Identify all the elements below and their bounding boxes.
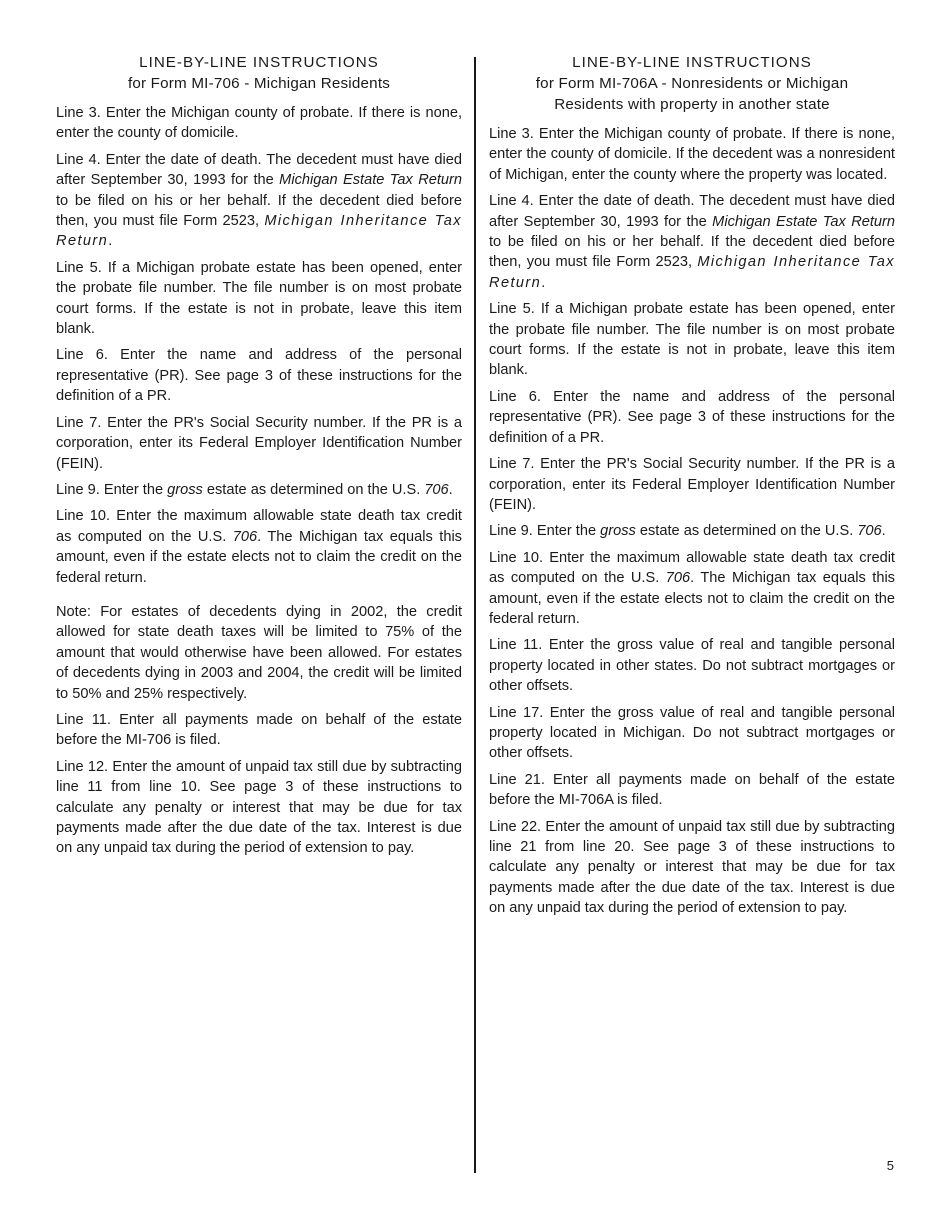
left-line-3: Line 3. Enter the Michigan county of probate. If there is none, enter the county of domicile. xyxy=(56,105,462,142)
left-line-9-706: 706 xyxy=(424,481,449,498)
right-line-3: Line 3. Enter the Michigan county of probate. If there is none, enter the county of domicile. If the decedent was a nonresident of Michigan, enter the county where the property was located. xyxy=(489,126,895,183)
right-heading-subtitle-1: for Form MI-706A - Nonresidents or Michigan xyxy=(535,75,849,92)
left-line-4 xyxy=(56,150,462,252)
right-line-9 xyxy=(489,521,895,541)
right-heading-subtitle-2: Residents with property in another state xyxy=(554,96,830,113)
column-divider xyxy=(474,57,476,1173)
left-line-10-text-a: Line 10. Enter the maximum allowable state death tax credit as computed on the U.S. xyxy=(56,508,462,545)
right-line-10 xyxy=(489,548,895,630)
right-line-10-text-a: Line 10. Enter the maximum allowable state death tax credit as computed on the U.S. xyxy=(489,549,895,587)
left-line-9-gross: gross xyxy=(167,481,203,498)
left-heading xyxy=(56,52,462,94)
right-line-11: Line 11. Enter the gross value of real and tangible personal property located in other states. Do not subtract mortgages or other offsets. xyxy=(489,637,895,695)
right-line-9-gross: gross xyxy=(600,523,636,540)
left-line-12: Line 12. Enter the amount of unpaid tax still due by subtracting line 11 from line 10. See page 3 of these instructions to calculate any penalty or interest that may be due for tax payments made after the due date of the tax. Interest is due on any unpaid tax during the period of extension to pay. xyxy=(56,758,462,857)
right-line-5: Line 5. If a Michigan probate estate has been opened, enter the probate file number. The file number is on most probate court forms. If the estate is not in probate, leave this item blank. xyxy=(489,301,895,379)
right-line-22: Line 22. Enter the amount of unpaid tax still due by subtracting line 21 from line 20. See page 3 of these instructions to calculate any penalty or interest that may be due for tax payments made after the due date of the tax. Interest is due on any unpaid tax during the period of extension to pay. xyxy=(489,818,895,917)
right-line-4 xyxy=(489,191,895,293)
left-line-4-form-2523-title: Michigan Inheritance Tax Return xyxy=(56,213,462,250)
left-line-9-text-b: estate as determined on the U.S. xyxy=(202,481,425,498)
right-line-9-706: 706 xyxy=(857,523,882,540)
left-line-6: Line 6. Enter the name and address of the personal representative (PR). See page 3 of these instructions for the definition of a PR. xyxy=(56,347,462,405)
left-line-10-text-b: . The Michigan tax equals this amount, even if the estate elects not to claim the credit on the federal return. xyxy=(56,528,462,586)
page-number: 5 xyxy=(886,1158,894,1173)
right-line-10-text-b: . The Michigan tax equals this amount, even if the estate elects not to claim the credit on the federal return. xyxy=(489,570,895,627)
right-line-9-period: . xyxy=(881,523,886,540)
right-line-10-706: 706 xyxy=(665,570,691,587)
left-column xyxy=(56,52,462,865)
left-line-10 xyxy=(56,506,462,588)
right-line-7: Line 7. Enter the PR's Social Security number. If the PR is a corporation, enter its Federal Employer Identification Number (FEIN). xyxy=(489,456,895,513)
right-column xyxy=(489,52,895,925)
right-line-4-text-a: Line 4. Enter the date of death. The decedent must have died after September 30, 1993 for the xyxy=(489,193,895,230)
left-line-9 xyxy=(56,480,462,500)
left-line-4-form-title: Michigan Estate Tax Return xyxy=(279,172,462,189)
left-line-4-period: . xyxy=(108,233,113,250)
right-line-6: Line 6. Enter the name and address of the personal representative (PR). See page 3 of these instructions for the definition of a PR. xyxy=(489,388,895,446)
left-line-5: Line 5. If a Michigan probate estate has been opened, enter the probate file number. The file number is on most probate court forms. If the estate is not in probate, leave this item blank. xyxy=(56,259,462,338)
right-line-4-form-title: Michigan Estate Tax Return xyxy=(712,213,895,230)
right-line-21: Line 21. Enter all payments made on behalf of the estate before the MI-706A is filed. xyxy=(489,771,895,809)
right-line-17: Line 17. Enter the gross value of real and tangible personal property located in Michigan. Do not subtract mortgages or other offsets. xyxy=(489,704,895,762)
left-line-4-text-b: to be filed on his or her behalf. If the decedent died before then, you must file Form 2523, xyxy=(56,192,462,230)
left-note: Note: For estates of decedents dying in 2002, the credit allowed for state death taxes will be limited to 75% of the amount that would otherwise have been allowed. For estates of decedents dying in 2003 and 2004, the credit will be limited to 50% and 25% respectively. xyxy=(56,603,462,702)
left-line-9-period: . xyxy=(448,481,453,498)
left-heading-title: LINE-BY-LINE INSTRUCTIONS xyxy=(139,54,379,71)
left-line-10-706: 706 xyxy=(232,528,258,545)
right-heading xyxy=(489,52,895,115)
left-line-7: Line 7. Enter the PR's Social Security number. If the PR is a corporation, enter its Federal Employer Identification Number (FEIN). xyxy=(56,414,462,472)
right-line-9-text-a: Line 9. Enter the xyxy=(489,523,601,540)
left-heading-subtitle: for Form MI-706 - Michigan Residents xyxy=(127,75,391,92)
right-line-4-form-2523-title: Michigan Inheritance Tax Return xyxy=(489,254,895,291)
left-line-9-text-a: Line 9. Enter the xyxy=(56,481,168,498)
right-line-4-period: . xyxy=(541,274,546,291)
right-line-9-text-b: estate as determined on the U.S. xyxy=(635,523,858,540)
right-heading-title: LINE-BY-LINE INSTRUCTIONS xyxy=(572,54,812,71)
left-line-11: Line 11. Enter all payments made on behalf of the estate before the MI-706 is filed. xyxy=(56,711,462,749)
right-line-4-text-b: to be filed on his or her behalf. If the decedent died before then, you must file Form 2523, xyxy=(489,234,895,271)
left-line-4-text-a: Line 4. Enter the date of death. The decedent must have died after September 30, 1993 for the xyxy=(56,151,462,189)
